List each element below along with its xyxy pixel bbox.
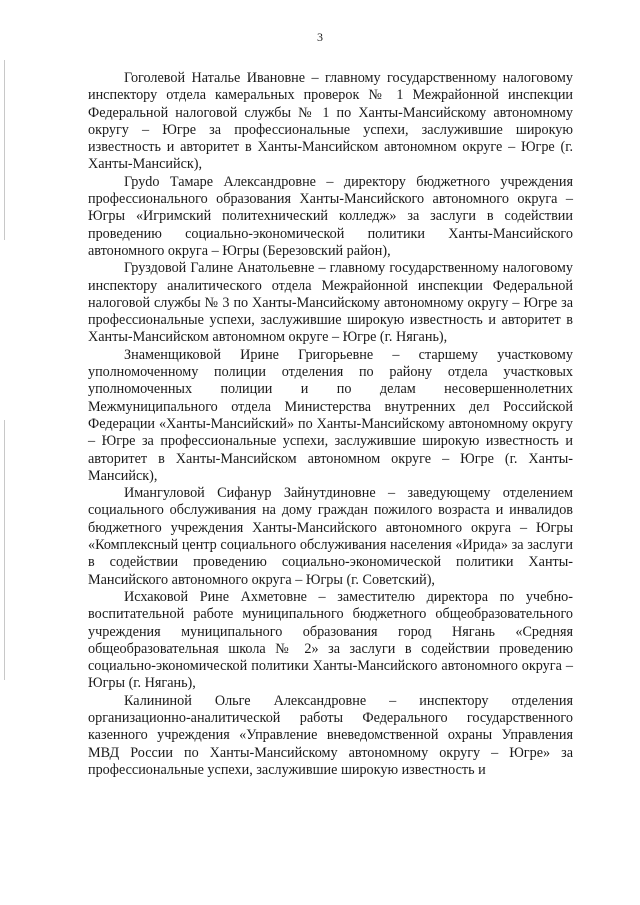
paragraph-znamenshchikova: Знаменщиковой Ирине Григорьевне – старшему участковому уполномоченному полиции отделения по району отдела участковых уполномоченных полиции и по делам несовершеннолетних Межмуниципального отдела Министерства внутренних дел Российской Федерации «Ханты-Мансийский» по Ханты-Мансийскому автономному округу – Югре за профессиональные успехи, заслужившие широкую известность и авторитет в Ханты-Мансийском автономном округе – Югре (г. Ханты-Мансийск), <box>88 346 573 484</box>
page-number: 3 <box>317 30 323 44</box>
paragraph-gruzdova: Груздовой Галине Анатольевне – главному государственному налоговому инспектору аналитического отдела Межрайонной инспекции Федеральной налоговой службы № 3 по Ханты-Мансийскому автономному округу – Югре за профессиональные успехи, заслужившие широкую известность и авторитет в Ханты-Мансийском автономном округе – Югре (г. Нягань), <box>88 260 573 346</box>
paragraph-gogoleva: Гоголевой Наталье Ивановне – главному государственному налоговому инспектору отдела камеральных проверок № 1 Межрайонной инспекции Федеральной налоговой службы № 1 по Ханты-Мансийскому автономному округу – Югре за профессиональные успехи, заслужившие широкую известность и авторитет в Ханты-Мансийском автономном округе – Югре (г. Ханты-Мансийск), <box>88 70 573 173</box>
paragraph-imangulova: Имангуловой Сифанур Зайнутдиновне – заведующему отделением социального обслуживания на дому граждан пожилого возраста и инвалидов бюджетного учреждения Ханты-Мансийского автономного округа – Югры «Комплексный центр социального обслуживания населения «Ирида» за заслуги в содействии проведению социально-экономической политики Ханты-Мансийского автономного округа – Югры (г. Советский), <box>88 485 573 588</box>
paragraph-grudo: Груdo Тамаре Александровне – директору бюджетного учреждения профессионального образования Ханты-Мансийского автономного округа – Югры «Игримский политехнический колледж» за заслуги в содействии проведению социально-экономической политики Ханты-Мансийского автономного округа – Югры (Березовский район), <box>88 173 573 259</box>
document-body <box>88 70 573 779</box>
scan-edge-mark <box>4 420 5 680</box>
scan-edge-mark <box>4 60 5 240</box>
paragraph-kalinina: Калининой Ольге Александровне – инспектору отделения организационно-аналитической работы Федерального государственного казенного учреждения «Управление вневедомственной охраны Управления МВД России по Ханты-Мансийскому автономному округу – Югре» за профессиональные успехи, заслужившие широкую известность и <box>88 692 573 778</box>
paragraph-iskhakova: Исхаковой Рине Ахметовне – заместителю директора по учебно-воспитательной работе муниципального бюджетного общеобразовательного учреждения муниципального образования город Нягань «Средняя общеобразовательная школа № 2» за заслуги в содействии проведению социально-экономической политики Ханты-Мансийского автономного округа – Югры (г. Нягань), <box>88 588 573 692</box>
